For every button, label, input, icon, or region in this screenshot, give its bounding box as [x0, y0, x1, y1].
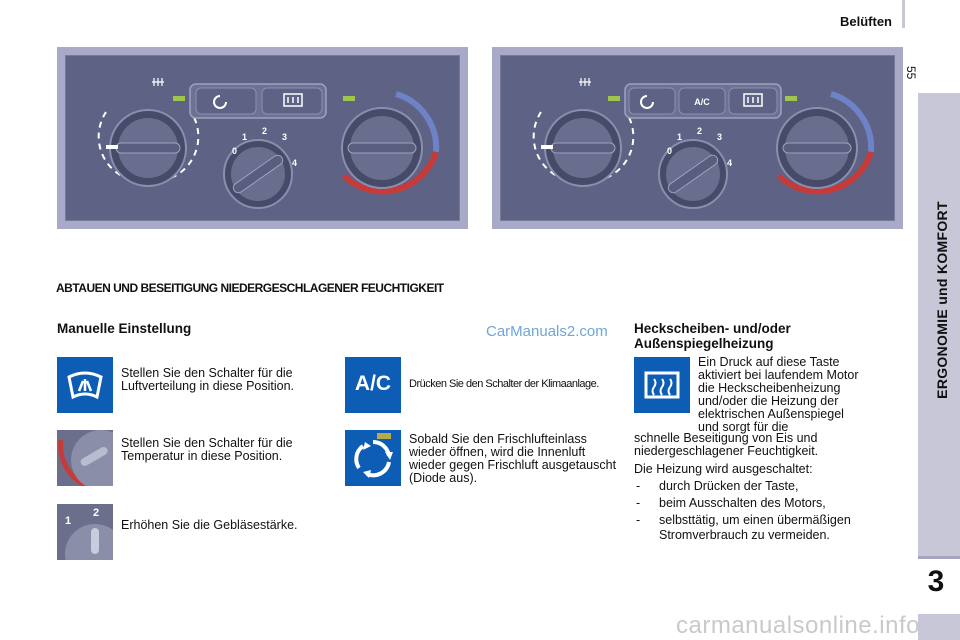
manual-step-3-text: Erhöhen Sie die Gebläsestärke.: [121, 518, 298, 532]
list-item: - durch Drücken der Taste,: [634, 479, 909, 494]
list-item: - selbsttätig, um einen übermäßigen Stromverbrauch zu vermeiden.: [634, 513, 909, 543]
rear-intro-line-6: und sorgt für die: [698, 420, 789, 434]
control-panel-ac: [492, 47, 903, 229]
manual-step-2-text: Stellen Sie den Schalter für die Temperatur in diese Position.: [121, 436, 293, 463]
svg-text:4: 4: [727, 158, 733, 168]
dial-indicator: [106, 145, 118, 149]
chapter-number: 3: [927, 565, 945, 598]
svg-text:2: 2: [697, 126, 703, 136]
defrost-vent-icon: [152, 78, 164, 86]
list-item: - beim Ausschalten des Motors,: [634, 496, 909, 511]
rear-intro-line-1: Ein Druck auf diese Taste: [698, 355, 840, 369]
recirculation-button: [196, 88, 256, 114]
temperature-dial-photo: [57, 430, 113, 486]
section-heading: ABTAUEN UND BESEITIGUNG NIEDERGESCHLAGENER FEUCHTIGKEIT: [56, 281, 444, 295]
control-panel-illustration: [66, 56, 459, 220]
rear-heading-line-2: Außenspiegelheizung: [634, 336, 774, 351]
led-right: [785, 96, 797, 101]
rear-intro-line-2: aktiviert bei laufendem Motor: [698, 368, 859, 382]
ac-text: Drücken Sie den Schalter der Klimaanlage.: [409, 378, 599, 390]
fan-dial-number-1: 1: [65, 515, 72, 527]
rear-off-intro: Die Heizung wird ausgeschaltet:: [634, 462, 813, 476]
rear-intro-line-4: und/oder die Heizung der: [698, 394, 839, 408]
led-right: [343, 96, 355, 101]
control-panel-ac-illustration: [501, 56, 894, 220]
ac-icon-label: A/C: [354, 372, 392, 395]
fan-level-1: 1: [242, 132, 248, 142]
rear-off-list: [634, 479, 909, 545]
fan-dial-number-2: 2: [93, 507, 100, 519]
control-panel-manual: [57, 47, 468, 229]
fan-level-4: 4: [292, 158, 298, 168]
ac-icon: [345, 357, 401, 413]
watermark-carmanuals2: CarManuals2.com: [486, 323, 608, 340]
fan-level-2: 2: [262, 126, 268, 136]
page-header-title: Belüften: [840, 14, 892, 29]
temp-dial-grip: [348, 143, 416, 153]
rear-window-heating-icon: [634, 357, 690, 413]
led-left: [173, 96, 185, 101]
manual-step-1-text: Stellen Sie den Schalter für die Luftverteilung in diese Position.: [121, 366, 295, 393]
svg-text:3: 3: [717, 132, 723, 142]
svg-text:0: 0: [667, 146, 673, 156]
led-left: [608, 96, 620, 101]
diode-indicator: [377, 433, 391, 439]
dial-grip: [116, 143, 180, 153]
fan-level-0: 0: [232, 146, 238, 156]
recirculation-button: [629, 88, 675, 114]
header-divider: [902, 0, 905, 28]
fan-dial-photo: [57, 504, 113, 560]
rear-defrost-button: [262, 88, 322, 114]
ac-button-label: A/C: [694, 97, 710, 107]
recirculation-text: Sobald Sie den Frischlufteinlass wieder öffnen, wird die Innenluft wieder gegen Frischluft ausgetauscht (Diode aus).: [409, 432, 617, 485]
footer-watermark: carmanualsonline.info: [676, 612, 920, 639]
defrost-vent-icon: [579, 78, 591, 86]
chapter-number-box: [918, 556, 960, 614]
demist-vent-icon: [57, 357, 113, 413]
page-number: 55: [904, 66, 918, 80]
rear-intro-line-5: elektrischen Außenspiegel: [698, 407, 844, 421]
fan-level-3: 3: [282, 132, 288, 142]
rear-heading-line-1: Heckscheiben- und/oder: [634, 321, 791, 336]
svg-text:1: 1: [677, 132, 683, 142]
rear-intro-continued: schnelle Beseitigung von Eis und niedergeschlagener Feuchtigkeit.: [634, 431, 819, 458]
rear-intro-line-3: die Heckscheibenheizung: [698, 381, 841, 395]
manual-heading: Manuelle Einstellung: [57, 321, 192, 336]
recirculation-icon: [345, 430, 401, 486]
chapter-title: ERGONOMIE und KOMFORT: [934, 201, 950, 399]
